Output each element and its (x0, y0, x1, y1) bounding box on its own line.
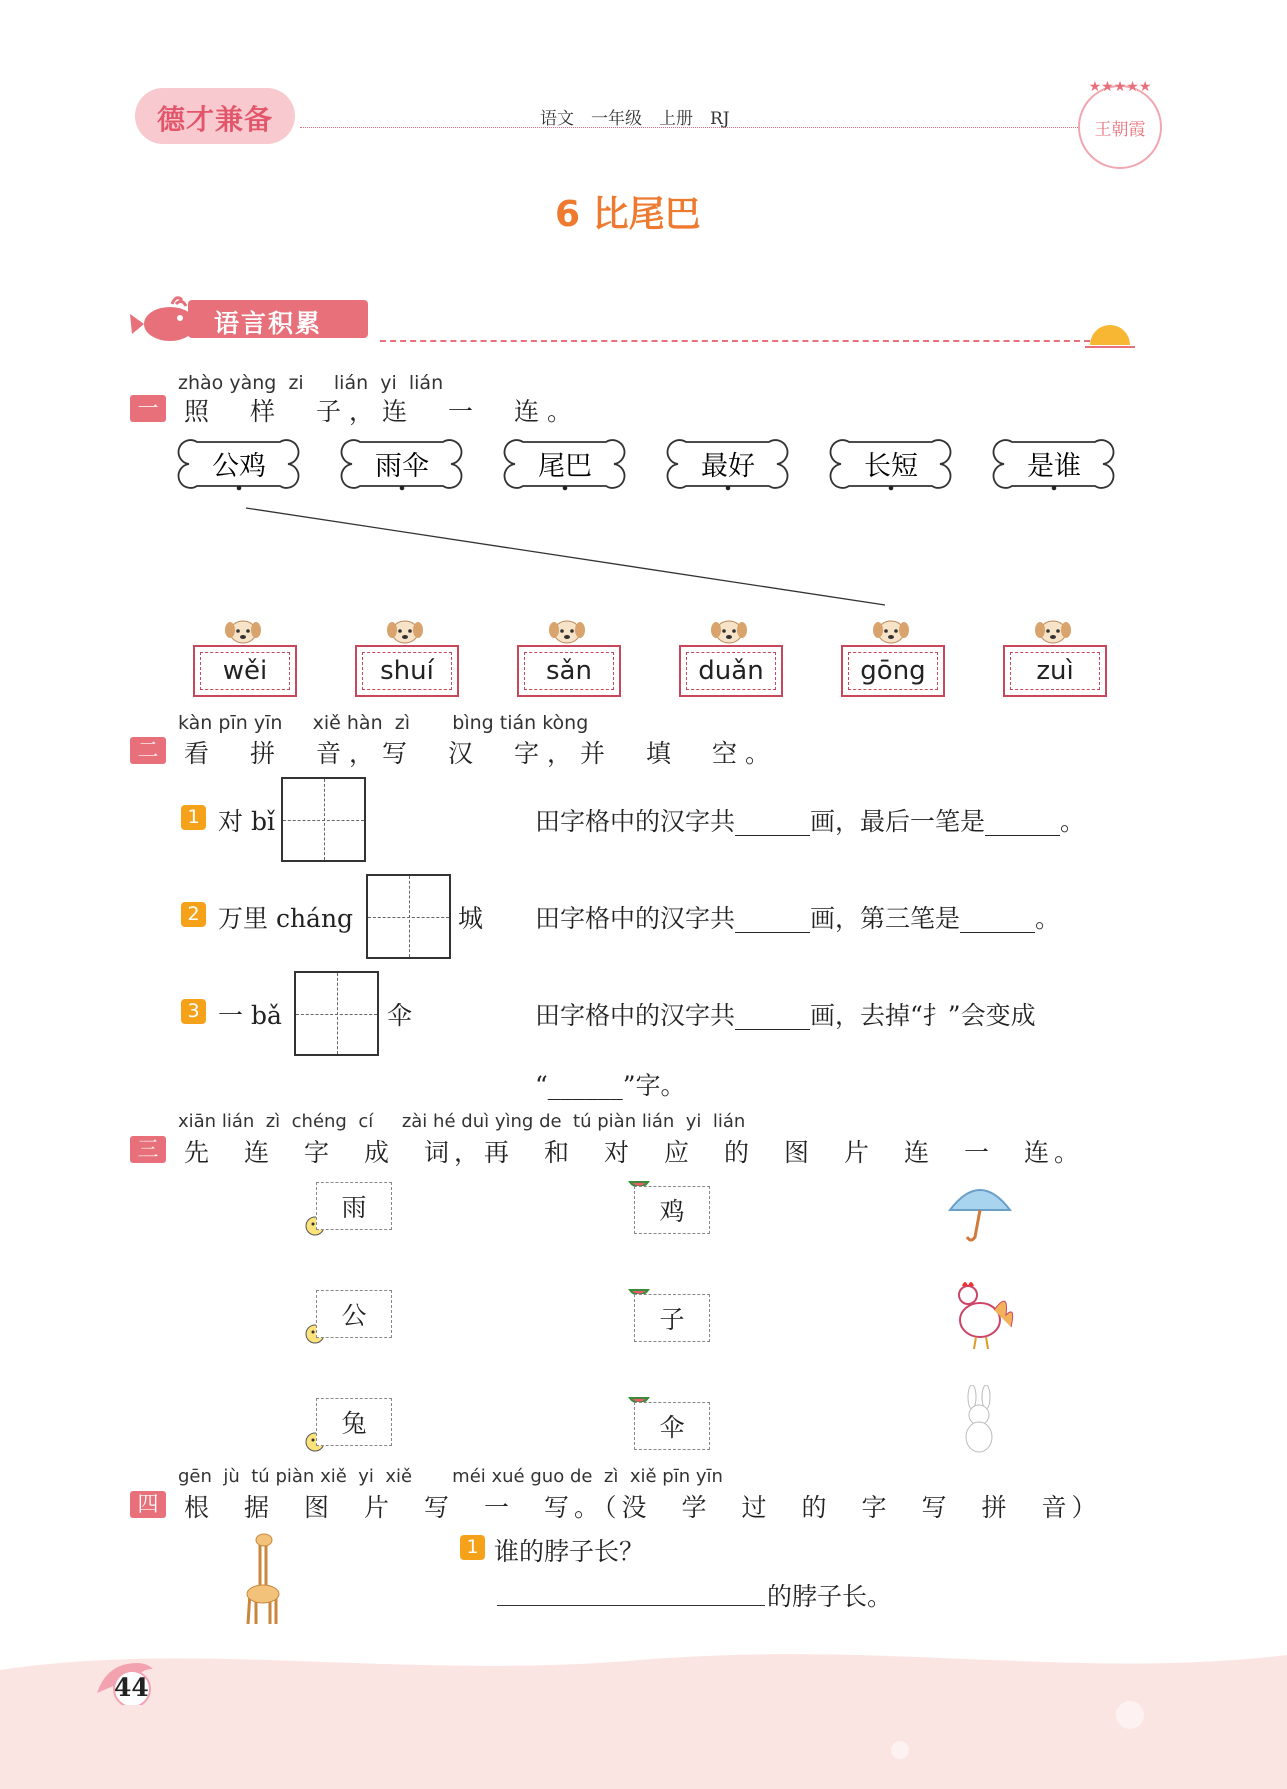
pinyin-card-3[interactable] (517, 645, 621, 697)
pinyin-card-2[interactable] (355, 645, 459, 697)
teacher-stamp: ★★★★★ 王朝霞 (1078, 85, 1162, 169)
q2-item1-prompt: 对 bǐ (218, 807, 275, 836)
q4-number: 四 (130, 1491, 166, 1518)
q4-answer-suffix: 的脖子长。 (767, 1582, 893, 1611)
bone-word-label: 尾巴 (538, 451, 592, 482)
bone-word-label: 长短 (864, 451, 918, 482)
q2-item3-badge: 3 (181, 999, 206, 1024)
q4-title: 根 据 图 片 写 一 写。（没 学 过 的 字 写 拼 音） (184, 1493, 1102, 1522)
q4-pinyin: gēn jù tú piàn xiě yi xiě méi xué guo de zì xiě pīn yīn (178, 1466, 723, 1487)
q2-item2-badge: 2 (181, 902, 206, 927)
bone-word-label: 雨伞 (375, 451, 429, 482)
page-number-badge: 44 (92, 1653, 158, 1705)
q1-title: 照 样 子，连 一 连。 (184, 397, 581, 426)
pinyin-card-4[interactable] (679, 645, 783, 697)
q2-item3-tian-grid[interactable] (294, 971, 379, 1056)
umbrella-icon[interactable] (945, 1175, 1015, 1245)
q3-middle-char-2[interactable]: 子 (634, 1294, 710, 1342)
q1-number: 一 (130, 395, 166, 422)
q2-item2-suffix: 城 (458, 904, 484, 933)
q4-question: 谁的脖子长？ (494, 1537, 645, 1566)
q2-item2-fill-text[interactable]: 田字格中的汉字共______画，第三笔是______。 (535, 904, 1061, 933)
q2-pinyin: kàn pīn yīn xiě hàn zì bìng tián kòng (178, 712, 589, 734)
q2-number: 二 (130, 737, 166, 764)
q3-middle-char-1[interactable]: 鸡 (634, 1186, 710, 1234)
dog-icon (1033, 612, 1073, 646)
bone-word-label: 最好 (701, 451, 755, 482)
q2-item1-badge: 1 (181, 805, 206, 830)
q3-middle-char-3[interactable]: 伞 (634, 1402, 710, 1450)
header-subject: 语文 一年级 上册 RJ (540, 109, 730, 129)
pinyin-card-label: duǎn (686, 652, 776, 690)
q3-pinyin: xiān lián zì chéng cí zài hé duì yìng de tú piàn lián yi lián (178, 1111, 746, 1132)
q2-item3-prompt: 一 bǎ (218, 1001, 282, 1030)
rabbit-icon[interactable] (955, 1385, 1005, 1455)
giraffe-icon (230, 1532, 290, 1627)
brand-logo: 德才兼备 (135, 88, 295, 144)
dog-icon (871, 612, 911, 646)
pinyin-card-label: zuì (1010, 652, 1100, 690)
q3-left-char-2[interactable]: 公 (316, 1290, 392, 1338)
pinyin-card-label: wěi (200, 652, 290, 690)
lesson-title: 6 比尾巴 (555, 194, 701, 235)
q2-item1-tian-grid[interactable] (281, 777, 366, 862)
q2-item3-fill-text2[interactable]: “______”字。 (535, 1071, 686, 1100)
q2-item3-suffix: 伞 (387, 1001, 413, 1030)
q3-number: 三 (130, 1136, 166, 1163)
rooster-icon[interactable] (950, 1275, 1015, 1350)
pinyin-card-5[interactable] (841, 645, 945, 697)
q2-item2-tian-grid[interactable] (366, 874, 451, 959)
section-banner: 语言积累 (130, 292, 380, 344)
dog-icon (709, 612, 749, 646)
dog-icon (547, 612, 587, 646)
bone-word-label: 是谁 (1027, 451, 1081, 482)
pinyin-card-6[interactable] (1003, 645, 1107, 697)
q4-item1-badge: 1 (460, 1535, 485, 1560)
q3-left-char-3[interactable]: 兔 (316, 1398, 392, 1446)
pinyin-card-label: sǎn (524, 652, 614, 690)
q4-answer-line[interactable] (497, 1605, 765, 1606)
footer-wave (0, 1640, 1287, 1789)
q2-item3-fill-text[interactable]: 田字格中的汉字共______画，去掉“扌”会变成 (535, 1001, 1036, 1030)
dog-icon (223, 612, 263, 646)
q2-item1-fill-text[interactable]: 田字格中的汉字共______画，最后一笔是______。 (535, 807, 1086, 836)
q3-left-char-1[interactable]: 雨 (316, 1182, 392, 1230)
dog-icon (385, 612, 425, 646)
pinyin-card-1[interactable] (193, 645, 297, 697)
pinyin-card-label: gōng (848, 652, 938, 690)
pinyin-card-label: shuí (362, 652, 452, 690)
bone-word-label: 公鸡 (212, 451, 266, 482)
q1-pinyin: zhào yàng zi lián yi lián (178, 372, 444, 394)
example-connection-line (0, 0, 1287, 700)
q2-title: 看 拼 音，写 汉 字，并 填 空。 (184, 739, 779, 768)
q2-item2-prompt: 万里 cháng (218, 904, 354, 933)
q3-title: 先 连 字 成 词，再 和 对 应 的 图 片 连 一 连。 (184, 1138, 1085, 1167)
